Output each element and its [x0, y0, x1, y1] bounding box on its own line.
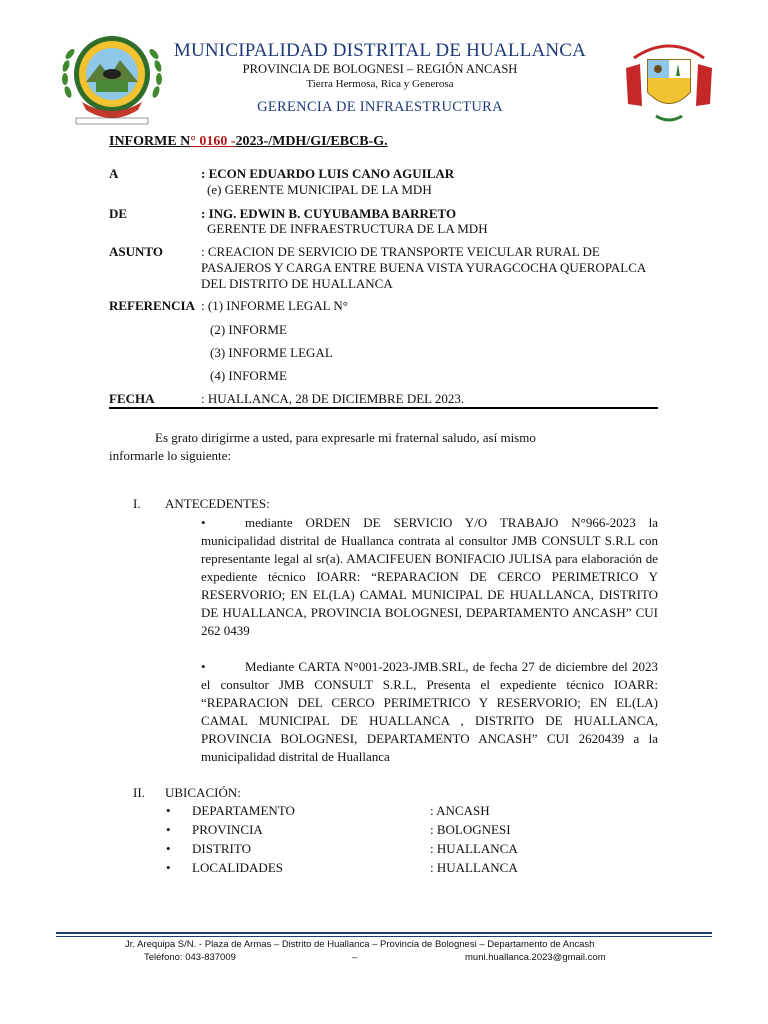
bullet: • — [166, 822, 171, 837]
label-de: DE — [109, 206, 128, 221]
location-key: LOCALIDADES — [192, 860, 283, 875]
reference-4: (4) INFORME — [210, 368, 287, 383]
greeting-line-1: Es grato dirigirme a usted, para expresarle mi fraternal saludo, así mismo — [155, 430, 536, 445]
municipal-shield-icon — [56, 24, 168, 126]
reference-1: : (1) INFORME LEGAL N° — [201, 298, 348, 313]
department-name: GERENCIA DE INFRAESTRUCTURA — [257, 99, 503, 115]
antecedente-text-2: Mediante CARTA N°001-2023-JMB.SRL, de fecha 27 de diciembre del 2023 el consultor JMB CONSULT S.R.L, Presenta el expediente técnico IOARR: “REPARACION DEL CERCO PERIMETRICO Y RESERVORIO; EN EL(LA) CAMAL MUNICIPAL DE HUALLANCA , DISTRITO DE HUALLANCA, PROVINCIA BOLOGNESI, DEPARTAMENTO ANCASH” CUI 2620439 a la municipalidad distrital de Huallanca — [201, 659, 658, 764]
location-key: DEPARTAMENTO — [192, 803, 295, 818]
motto: Tierra Hermosa, Rica y Generosa — [306, 78, 454, 90]
bullet: • — [166, 803, 171, 818]
subject-line-3: DEL DISTRITO DE HUALLANCA — [201, 276, 393, 291]
bullet: • — [201, 515, 206, 530]
location-value: : ANCASH — [430, 803, 490, 818]
location-row — [166, 803, 566, 822]
province-region: PROVINCIA DE BOLOGNESI – REGIÓN ANCASH — [242, 62, 518, 76]
informe-title — [109, 134, 388, 150]
location-row — [166, 822, 566, 841]
location-value: : HUALLANCA — [430, 841, 518, 856]
label-asunto: ASUNTO — [109, 244, 163, 259]
institution-name: MUNICIPALIDAD DISTRITAL DE HUALLANCA — [173, 40, 587, 61]
section-2-numeral: II. — [133, 785, 145, 800]
label-a: A — [109, 166, 119, 181]
label-fecha: FECHA — [109, 391, 155, 406]
location-key: DISTRITO — [192, 841, 251, 856]
location-key: PROVINCIA — [192, 822, 263, 837]
recipient-name: : ECON EDUARDO LUIS CANO AGUILAR — [201, 166, 455, 181]
sender-name: : ING. EDWIN B. CUYUBAMBA BARRETO — [201, 206, 457, 221]
header-divider — [109, 407, 658, 409]
reference-3: (3) INFORME LEGAL — [210, 345, 333, 360]
date-value: : HUALLANCA, 28 DE DICIEMBRE DEL 2023. — [201, 391, 465, 406]
footer-divider — [56, 932, 712, 934]
footer-address: Jr. Arequipa S/N. - Plaza de Armas – Distrito de Huallanca – Provincia de Bolognesi – Departamento de Ancash — [125, 939, 595, 950]
location-value: : HUALLANCA — [430, 860, 518, 875]
greeting-line-2: informarle lo siguiente: — [109, 448, 232, 463]
section-1-title: ANTECEDENTES: — [165, 496, 270, 511]
bullet: • — [201, 659, 206, 674]
antecedente-item-2 — [201, 658, 658, 766]
location-row — [166, 841, 566, 860]
footer-separator: – — [352, 952, 358, 963]
bullet: • — [166, 841, 171, 856]
footer-divider-thin — [56, 936, 712, 937]
location-row — [166, 860, 566, 879]
label-referencia: REFERENCIA — [109, 298, 195, 313]
location-value: : BOLOGNESI — [430, 822, 511, 837]
subject-line-2: PASAJEROS Y CARGA ENTRE BUENA VISTA YURAGCOCHA QUEROPALCA — [201, 260, 647, 275]
section-2-title: UBICACIÓN: — [165, 785, 241, 800]
recipient-title: (e) GERENTE MUNICIPAL DE LA MDH — [207, 182, 432, 197]
peru-coat-of-arms-icon — [620, 34, 718, 126]
footer-email: muni.huallanca.2023@gmail.com — [465, 952, 606, 963]
sender-title: GERENTE DE INFRAESTRUCTURA DE LA MDH — [207, 221, 488, 236]
antecedente-item-1 — [201, 514, 658, 640]
informe-suffix: 2023-/MDH/GI/EBCB-G. — [235, 134, 388, 149]
bullet: • — [166, 860, 171, 875]
antecedente-text-1: mediante ORDEN DE SERVICIO Y/O TRABAJO N°966-2023 la municipalidad distrital de Huallanca contrata al consultor JMB CONSULT S.R.L con representante legal al sr(a). AMACIFEUEN BONIFACIO JULISA para elaboración de expediente técnico IOARR: “REPARACION DE CERCO PERIMETRICO Y RESERVORIO; EN EL(LA) CAMAL MUNICIPAL DE HUALLANCA, DISTRITO DE HUALLANCA, PROVINCIA BOLOGNESI, DEPARTAMENTO ANCASH” CUI 262 0439 — [201, 515, 658, 638]
footer-phone: Teléfono: 043-837009 — [144, 952, 236, 963]
reference-2: (2) INFORME — [210, 322, 287, 337]
section-1-numeral: I. — [133, 496, 141, 511]
subject-line-1: : CREACION DE SERVICIO DE TRANSPORTE VEICULAR RURAL DE — [201, 244, 600, 259]
informe-prefix: INFORME N — [109, 134, 191, 149]
informe-number: ° 0160 - — [190, 134, 236, 149]
